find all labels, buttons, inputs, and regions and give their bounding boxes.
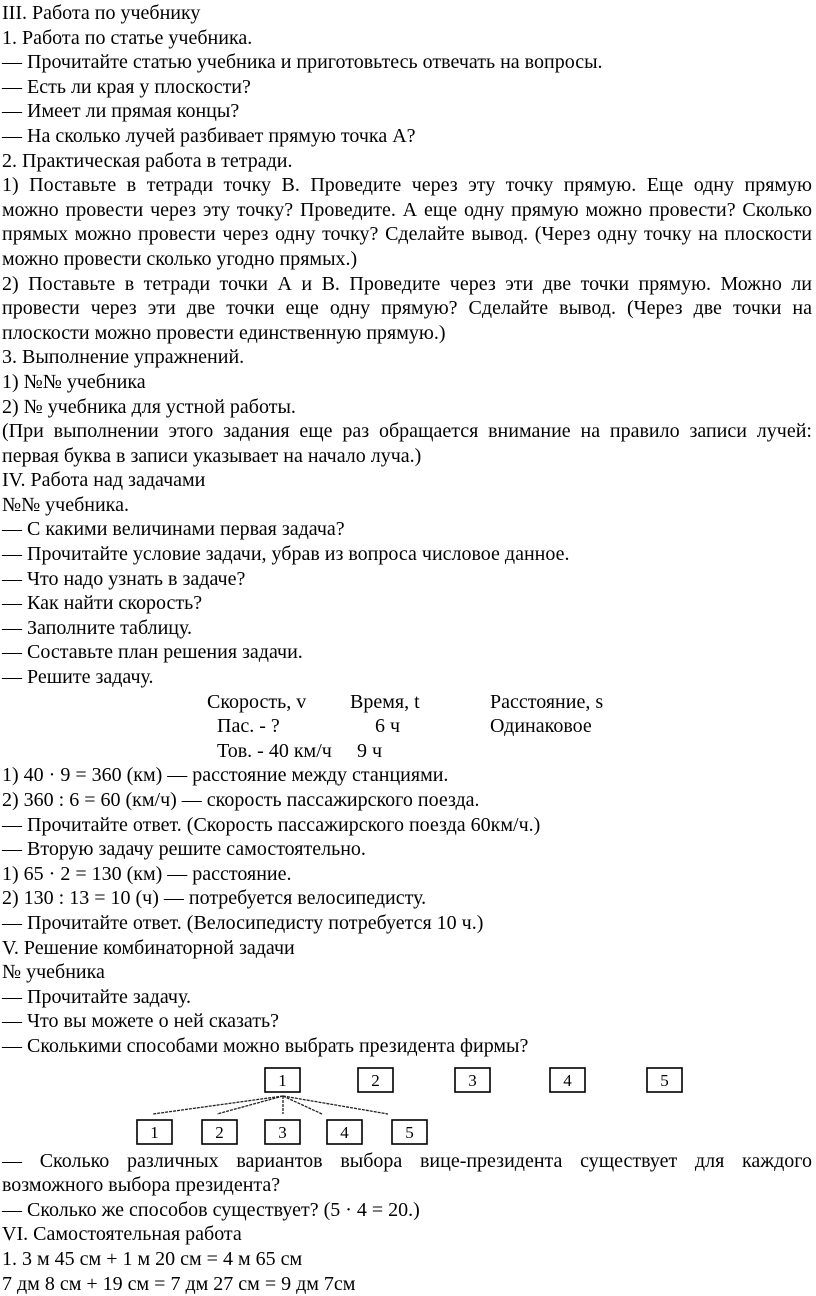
text-line: 1. 3 м 45 см + 1 м 20 см = 4 м 65 см	[2, 1247, 812, 1272]
text-line: плоскости можно провести единственную прямую.)	[2, 321, 812, 346]
text-line: — Есть ли края у плоскости?	[2, 75, 812, 100]
text-line: первая буква в записи указывает на начало луча.)	[2, 444, 812, 469]
vice-president-option-box	[392, 1120, 427, 1144]
table-header: Скорость, v	[207, 690, 306, 715]
text-line: (При выполнении этого задания еще раз обращается внимание на правило записи лучей:	[2, 419, 812, 444]
text-line: 2. Практическая работа в тетради.	[2, 149, 812, 174]
box-label: 4	[563, 1071, 572, 1090]
text-line: — Сколько различных вариантов выбора вице-президента существует для каждого	[2, 1149, 812, 1174]
text-line: — Имеет ли прямая концы?	[2, 99, 812, 124]
vice-president-option-box	[137, 1120, 172, 1144]
table-cell: 9 ч	[357, 739, 382, 764]
tree-svg	[0, 1059, 816, 1149]
text-line: 2) 130 : 13 = 10 (ч) — потребуется велосипедисту.	[2, 886, 812, 911]
text-line: №№ учебника.	[2, 493, 812, 518]
box-label: 3	[278, 1123, 287, 1142]
vice-president-option-box	[265, 1120, 300, 1144]
text-line: — Сколькими способами можно выбрать президента фирмы?	[2, 1034, 812, 1059]
text-line: 3. Выполнение упражнений.	[2, 345, 812, 370]
text-line: VI. Самостоятельная работа	[2, 1222, 812, 1247]
text-line: 1. Работа по статье учебника.	[2, 26, 812, 51]
text-line: IV. Работа над задачами	[2, 468, 812, 493]
table-row	[2, 739, 812, 764]
tree-edge	[283, 1096, 388, 1114]
text-line: 7 дм 8 см + 19 см = 7 дм 27 см = 9 дм 7см	[2, 1272, 812, 1296]
table-header: Расстояние, s	[490, 690, 603, 715]
president-option-box	[455, 1068, 490, 1092]
text-line: — С какими величинами первая задача?	[2, 517, 812, 542]
text-line: — Вторую задачу решите самостоятельно.	[2, 837, 812, 862]
section-self-work	[2, 1149, 812, 1296]
text-line: — Как найти скорость?	[2, 591, 812, 616]
text-line: — Прочитайте статью учебника и приготовьтесь отвечать на вопросы.	[2, 50, 812, 75]
tree-edge	[283, 1096, 322, 1114]
text-line: — Что вы можете о ней сказать?	[2, 1009, 812, 1034]
text-line: — Прочитайте условие задачи, убрав из вопроса числовое данное.	[2, 542, 812, 567]
text-line: — Составьте план решения задачи.	[2, 640, 812, 665]
table-cell: Одинаковое	[490, 714, 592, 739]
box-label: 5	[405, 1123, 414, 1142]
table-cell: Пас. - ?	[217, 714, 280, 739]
box-label: 2	[215, 1123, 224, 1142]
text-line: 2) 360 : 6 = 60 (км/ч) — скорость пассажирского поезда.	[2, 788, 812, 813]
president-option-box	[358, 1068, 393, 1092]
president-option-box	[265, 1068, 300, 1092]
text-line: — Что надо узнать в задаче?	[2, 567, 812, 592]
vice-president-option-box	[202, 1120, 237, 1144]
tree-edge	[153, 1096, 283, 1114]
box-label: 5	[660, 1071, 669, 1090]
tree-edge	[217, 1096, 283, 1114]
text-line: можно провести через эту точку? Проведите. А еще одну прямую можно провести? Сколько	[2, 198, 812, 223]
text-line: V. Решение комбинаторной задачи	[2, 936, 812, 961]
president-option-box	[647, 1068, 682, 1092]
table-cell: 6 ч	[375, 714, 400, 739]
text-line: — Прочитайте задачу.	[2, 985, 812, 1010]
table-row	[2, 714, 812, 739]
text-line: 1) №№ учебника	[2, 370, 812, 395]
text-line: 1) Поставьте в тетради точку В. Проведите через эту точку прямую. Еще одну прямую	[2, 173, 812, 198]
text-line: — Заполните таблицу.	[2, 616, 812, 641]
text-line: 2) № учебника для устной работы.	[2, 395, 812, 420]
text-line: провести через эти две точки еще одну прямую? Сделайте вывод. (Через две точки на	[2, 296, 812, 321]
text-line: — Решите задачу.	[2, 665, 812, 690]
box-label: 2	[371, 1071, 380, 1090]
speed-table	[2, 690, 812, 764]
text-line: — Сколько же способов существует? (5 · 4 = 20.)	[2, 1198, 812, 1223]
document	[2, 1, 812, 1296]
box-label: 4	[340, 1123, 349, 1142]
text-line: можно провести сколько угодно прямых.)	[2, 247, 812, 272]
combinatorics-tree-diagram	[2, 1059, 812, 1149]
text-line: 1) 65 · 2 = 130 (км) — расстояние.	[2, 862, 812, 887]
table-header: Время, t	[350, 690, 420, 715]
text-line: № учебника	[2, 960, 812, 985]
box-label: 1	[278, 1071, 287, 1090]
box-label: 1	[150, 1123, 159, 1142]
text-line: прямых можно провести через одну точку? Сделайте вывод. (Через одну точку на плоскости	[2, 222, 812, 247]
text-line: — Прочитайте ответ. (Скорость пассажирского поезда 60км/ч.)	[2, 813, 812, 838]
text-line: III. Работа по учебнику	[2, 1, 812, 26]
text-line: 2) Поставьте в тетради точки А и В. Проведите через эти две точки прямую. Можно ли	[2, 272, 812, 297]
text-line: возможного выбора президента?	[2, 1173, 812, 1198]
section-tasks	[2, 763, 812, 1058]
section-textbook-work	[2, 1, 812, 690]
text-line: 1) 40 · 9 = 360 (км) — расстояние между станциями.	[2, 763, 812, 788]
table-header-row	[2, 690, 812, 715]
vice-president-option-box	[327, 1120, 362, 1144]
text-line: — На сколько лучей разбивает прямую точка А?	[2, 124, 812, 149]
text-line: — Прочитайте ответ. (Велосипедисту потребуется 10 ч.)	[2, 911, 812, 936]
box-label: 3	[468, 1071, 477, 1090]
president-option-box	[550, 1068, 585, 1092]
table-cell: Тов. - 40 км/ч	[217, 739, 332, 764]
